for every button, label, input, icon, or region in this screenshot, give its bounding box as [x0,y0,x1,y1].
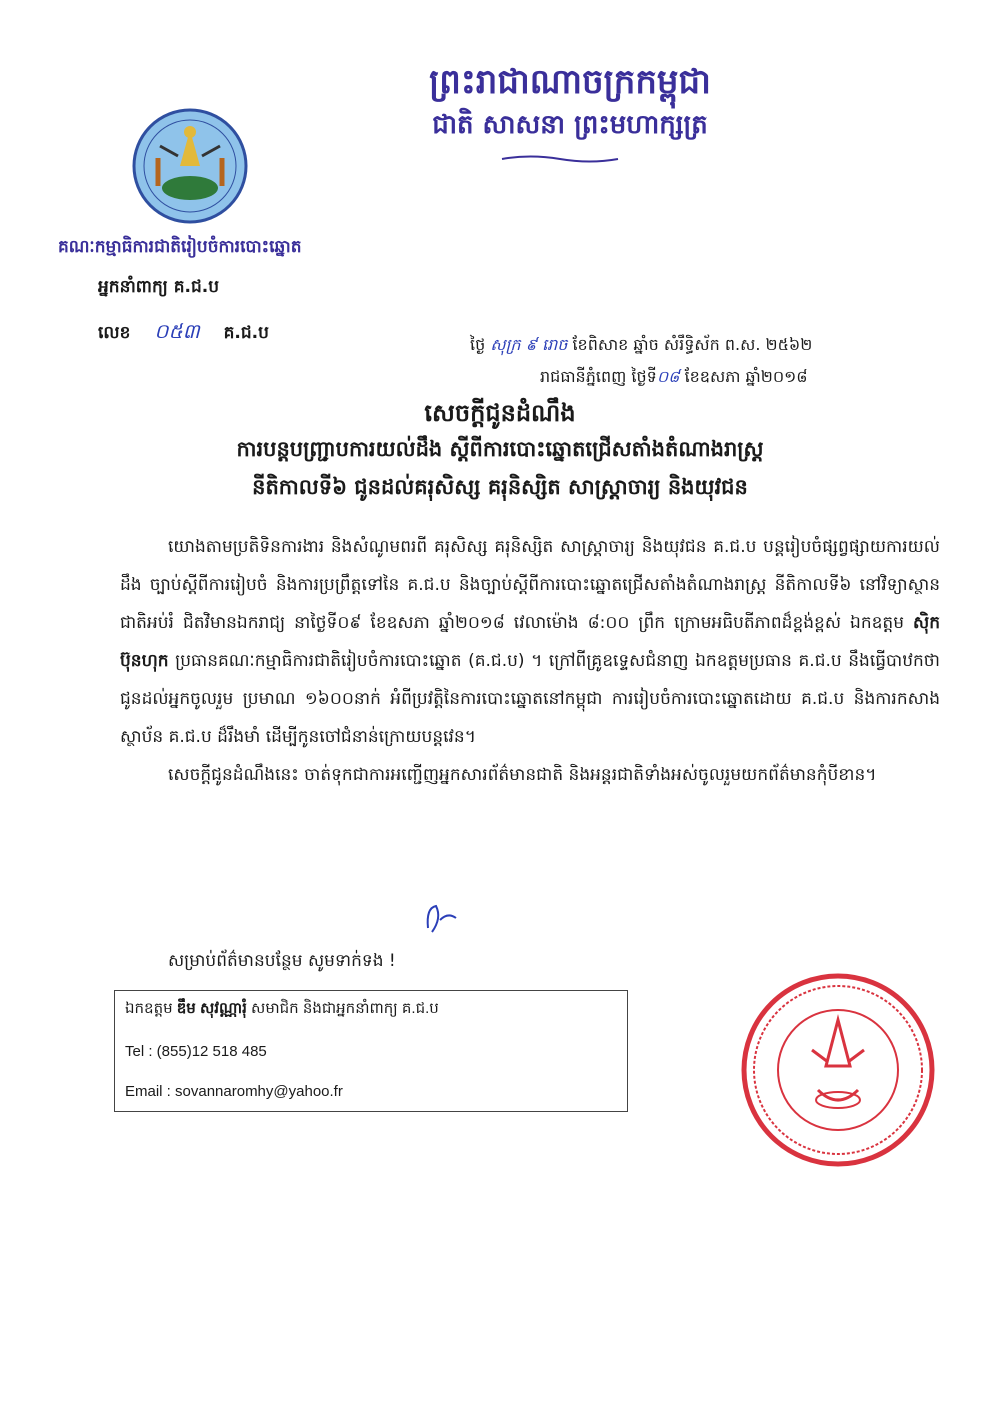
solar-handwritten: ០៨ [656,367,680,386]
paragraph-1-end: ប្រធានគណៈកម្មាធិការជាតិរៀបចំការបោះឆ្នោត (គ.ជ.ប) ។ ក្រៅពីគ្រូឧទ្ទេសជំនាញ ឯកឧត្តមប្រធាន គ.ជ.ប នឹងធ្វើបាឋកថា ជូនដល់អ្នកចូលរួម ប្រមាណ ១៦០០នាក់ អំពីប្រវត្តិនៃការបោះឆ្នោតនៅកម្ពុជា ការរៀបចំការបោះឆ្នោតដោយ គ.ជ.ប និងការកសាងស្ថាប័ន គ.ជ.ប ដ៏រឹងមាំ ដើម្បីកូនចៅជំនាន់ក្រោយបន្តវេន។ [120,651,940,747]
ref-label: លេខ [98,323,131,343]
committee-name: គណៈកម្មាធិការជាតិរៀបចំការបោះឆ្នោត [58,237,302,257]
notice-subtitle-1: ការបន្តបញ្ជ្រាបការយល់ដឹង ស្តីពីការបោះឆ្នោតជ្រើសតាំងតំណាងរាស្ត្រ [236,437,764,461]
notice-subtitle-2: នីតិកាលទី៦ ជូនដល់គរុសិស្ស គរុនិស្សិត សាស្ត្រាចារ្យ និងយុវជន [252,475,748,499]
lunar-prefix: ថ្ងៃ [470,335,486,354]
solar-rest: ខែឧសភា ឆ្នាំ២០១៨ [684,367,808,386]
contact-box [114,990,628,1112]
kingdom-title: ព្រះរាជាណាចក្រកម្ពុជា [429,62,711,102]
contact-title: ឯកឧត្តម [125,1000,173,1017]
reference-number [98,318,269,348]
more-info-line: សម្រាប់ព័ត៌មានបន្ថែម សូមទាក់ទង ! [168,951,396,971]
ref-number-handwritten: ០៥៣ [154,319,200,343]
contact-role: សមាជិក និងជាអ្នកនាំពាក្យ គ.ជ.ប [251,1000,439,1017]
body-paragraph-1 [120,528,940,756]
lunar-rest: ខែពិសាខ ឆ្នាំច សំរឹទ្ធិស័ក ព.ស. ២៥៦២ [572,335,813,354]
national-motto: ជាតិ សាសនា ព្រះមហាក្សត្រ [432,110,708,140]
official-seal [738,970,938,1170]
notice-body [120,528,940,794]
contact-email[interactable]: sovannaromhy@yahoo.fr [175,1083,343,1100]
contact-tel: Tel : (855)12 518 485 [125,1043,267,1060]
nec-logo [130,106,250,226]
contact-name-line [125,999,439,1021]
motto-ornament [500,152,620,166]
initial-signature [422,898,462,938]
lunar-date [470,334,940,358]
contact-name: ឌឹម សុវណ្ណារុំ [176,1000,247,1017]
solar-prefix: រាជធានីភ្នំពេញ ថ្ងៃទី [540,367,657,386]
paragraph-1-text: យោងតាមប្រតិទិនការងារ និងសំណូមពរពី គរុសិស្ស គរុនិស្សិត សាស្ត្រាចារ្យ និងយុវជន គ.ជ.ប បន្តរៀបចំផ្សព្វផ្សាយការយល់ដឹង ច្បាប់ស្តីពីការរៀបចំ និងការប្រព្រឹត្តទៅនៃ គ.ជ.ប និងច្បាប់ស្តីពីការបោះឆ្នោតជ្រើសតាំងតំណាងរាស្ត្រ នីតិកាលទី៦ នៅវិទ្យាស្ថានជាតិអប់រំ ជិតវិមានឯករាជ្យ នាថ្ងៃទី០៩ ខែឧសភា ឆ្នាំ២០១៨ វេលាម៉ោង ៨:០០ ព្រឹក ក្រោមអធិបតីភាពដ៏ខ្ពង់ខ្ពស់ ឯកឧត្តម [120,537,940,633]
contact-email-line [125,1083,343,1100]
ref-suffix: គ.ជ.ប [223,323,269,343]
president-name: ស៊ិក ប៊ុនហុក [120,613,941,671]
email-label: Email : [125,1083,176,1100]
solar-date [540,366,940,390]
notice-title: សេចក្តីជូនដំណឹង [424,399,576,427]
lunar-handwritten: សុក្រ ៩ រោច [490,335,568,354]
spokesman-line: អ្នកនាំពាក្យ គ.ជ.ប [98,277,220,297]
body-paragraph-2: សេចក្តីជូនដំណឹងនេះ ចាត់ទុកជាការអញ្ជើញអ្នកសារព័ត៌មានជាតិ និងអន្តរជាតិទាំងអស់ចូលរួមយកព័ត៌មានកុំបីខាន។ [168,765,877,785]
